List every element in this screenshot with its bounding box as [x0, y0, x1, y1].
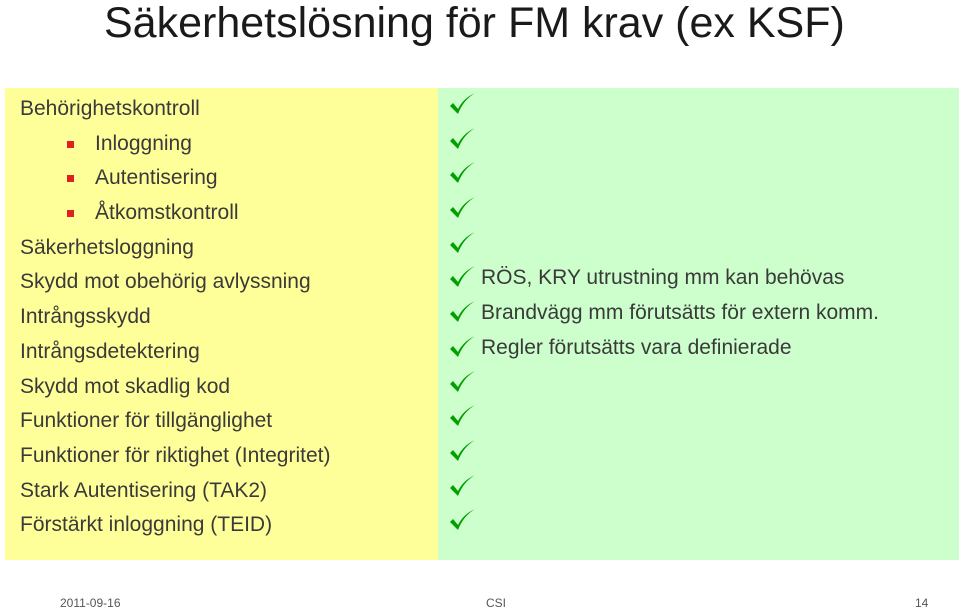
solution-row: [448, 296, 958, 331]
square-bullet-icon: [67, 175, 74, 182]
square-bullet-icon: [67, 210, 74, 217]
solution-row: [448, 157, 958, 192]
checkmark-icon: [448, 161, 476, 187]
requirement-label: Inloggning: [95, 131, 192, 155]
checkmark-icon: [448, 231, 476, 257]
requirement-item: [20, 265, 438, 300]
checkmark-icon: [448, 439, 476, 465]
solution-row: [448, 88, 958, 123]
requirement-item: [20, 92, 438, 127]
solution-note: Regler förutsätts vara definierade: [481, 335, 792, 359]
solution-row: [448, 435, 958, 470]
solution-checklist: [448, 88, 958, 539]
checkmark-icon: [448, 335, 476, 361]
checkmark-icon: [448, 404, 476, 430]
solution-note: RÖS, KRY utrustning mm kan behövas: [481, 266, 845, 290]
requirements-list: [20, 92, 438, 543]
checkmark-icon: [448, 92, 476, 118]
checkmark-icon: [448, 196, 476, 222]
requirement-label: Skydd mot obehörig avlyssning: [20, 270, 311, 294]
requirement-label: Intrångsdetektering: [20, 339, 200, 363]
requirement-label: Stark Autentisering (TAK2): [20, 478, 268, 502]
requirement-item: [20, 370, 438, 405]
requirement-label: Säkerhetsloggning: [20, 235, 194, 259]
requirement-item: [20, 231, 438, 266]
requirement-item: [20, 404, 438, 439]
checkmark-icon: [448, 474, 476, 500]
solution-row: [448, 227, 958, 262]
solution-row: [448, 400, 958, 435]
solution-row: [448, 366, 958, 401]
requirement-item: [20, 300, 438, 335]
footer-page-number: 14: [915, 596, 929, 610]
solution-row: [448, 504, 958, 539]
checkmark-icon: [448, 127, 476, 153]
requirement-label: Intrångsskydd: [20, 305, 151, 329]
checkmark-icon: [448, 370, 476, 396]
requirement-label: Skydd mot skadlig kod: [20, 374, 231, 398]
requirement-label: Behörighetskontroll: [20, 97, 200, 120]
requirement-label: Funktioner för riktighet (Integritet): [20, 443, 331, 467]
requirement-item: [20, 335, 438, 370]
solution-row: [448, 192, 958, 227]
footer-organization: CSI: [486, 596, 507, 610]
requirement-item: [20, 508, 438, 543]
solution-row: [448, 261, 958, 296]
requirement-label: Autentisering: [95, 166, 218, 190]
square-bullet-icon: [67, 141, 74, 148]
requirement-label: Förstärkt inloggning (TEID): [20, 513, 273, 537]
solution-row: [448, 470, 958, 505]
requirement-subitem: [20, 196, 438, 231]
requirement-item: [20, 439, 438, 474]
requirement-label: Åtkomstkontroll: [95, 201, 239, 225]
checkmark-icon: [448, 508, 476, 534]
solution-note: Brandvägg mm förutsätts för extern komm.: [481, 301, 879, 325]
requirement-subitem: [20, 161, 438, 196]
footer-date: 2011-09-16: [60, 596, 121, 610]
solution-row: [448, 123, 958, 158]
requirement-item: [20, 474, 438, 509]
slide-title: Säkerhetslösning för FM krav (ex KSF): [104, 0, 845, 47]
requirement-label: Funktioner för tillgänglighet: [20, 409, 273, 433]
checkmark-icon: [448, 265, 476, 291]
solution-row: [448, 331, 958, 366]
checkmark-icon: [448, 300, 476, 326]
requirement-subitem: [20, 127, 438, 162]
